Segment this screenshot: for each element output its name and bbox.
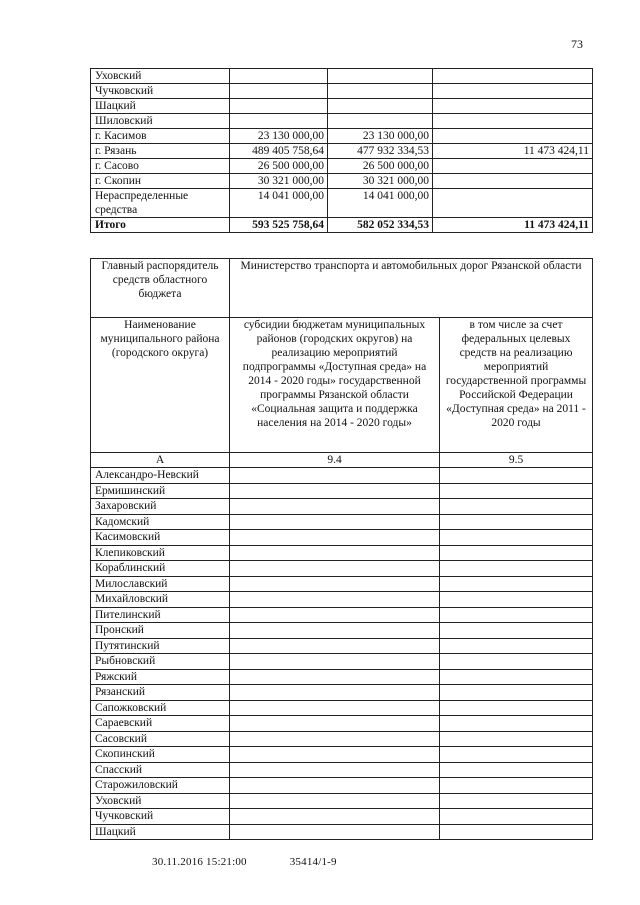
empty-cell (440, 592, 593, 608)
district-name: Старожиловский (91, 778, 230, 794)
header-row-distributor (91, 259, 593, 318)
district-name: Милославский (91, 576, 230, 592)
district-name: Александро-Невский (91, 468, 230, 484)
table-row (91, 69, 593, 84)
amount-cell (433, 174, 593, 189)
empty-cell (230, 468, 440, 484)
empty-cell (440, 747, 593, 763)
amount-cell (230, 114, 328, 129)
empty-cell (440, 623, 593, 639)
amount-cell (328, 114, 433, 129)
amount-cell: 14 041 000,00 (230, 189, 328, 218)
amount-cell: 489 405 758,64 (230, 144, 328, 159)
empty-cell (230, 499, 440, 515)
amount-cell: 593 525 758,64 (230, 218, 328, 233)
amount-cell (433, 84, 593, 99)
table-row (91, 483, 593, 499)
district-name: Кораблинский (91, 561, 230, 577)
district-name: Пронский (91, 623, 230, 639)
empty-cell (440, 793, 593, 809)
district-name: Итого (91, 218, 230, 233)
district-name: Скопинский (91, 747, 230, 763)
table-row (91, 623, 593, 639)
amount-cell: 30 321 000,00 (328, 174, 433, 189)
table-row (91, 716, 593, 732)
empty-cell (440, 576, 593, 592)
district-name: Спасский (91, 762, 230, 778)
empty-cell (230, 669, 440, 685)
footer-doc-id: 35414/1-9 (289, 856, 337, 868)
district-name: Чучковский (91, 84, 230, 99)
empty-cell (440, 499, 593, 515)
index-9-5: 9.5 (440, 453, 593, 468)
empty-cell (230, 530, 440, 546)
empty-cell (230, 700, 440, 716)
empty-cell (440, 607, 593, 623)
amount-cell: 477 932 334,53 (328, 144, 433, 159)
district-name: Рыбновский (91, 654, 230, 670)
empty-cell (230, 483, 440, 499)
district-name: Касимовский (91, 530, 230, 546)
empty-cell (440, 545, 593, 561)
district-name: г. Сасово (91, 159, 230, 174)
table-row (91, 654, 593, 670)
empty-cell (230, 592, 440, 608)
table-row (91, 607, 593, 623)
table-row (91, 561, 593, 577)
empty-cell (230, 561, 440, 577)
table-row (91, 747, 593, 763)
table-row (91, 174, 593, 189)
amount-cell (433, 114, 593, 129)
amount-cell: 14 041 000,00 (328, 189, 433, 218)
district-name: Клепиковский (91, 545, 230, 561)
district-name: Сараевский (91, 716, 230, 732)
empty-cell (230, 623, 440, 639)
table-row (91, 638, 593, 654)
amount-cell (230, 84, 328, 99)
table-row (91, 669, 593, 685)
empty-cell (230, 545, 440, 561)
index-row (91, 453, 593, 468)
table-row (91, 576, 593, 592)
empty-cell (230, 638, 440, 654)
empty-cell (440, 514, 593, 530)
district-name: Чучковский (91, 809, 230, 825)
empty-cell (440, 685, 593, 701)
district-name: Уховский (91, 69, 230, 84)
district-name: г. Скопин (91, 174, 230, 189)
empty-cell (440, 716, 593, 732)
amount-cell: 30 321 000,00 (230, 174, 328, 189)
district-name: Шацкий (91, 824, 230, 840)
table-row (91, 84, 593, 99)
amount-cell (230, 99, 328, 114)
empty-cell (230, 685, 440, 701)
district-name: Ермишинский (91, 483, 230, 499)
empty-cell (440, 561, 593, 577)
empty-cell (440, 700, 593, 716)
empty-cell (230, 762, 440, 778)
district-name: Нераспределенные средства (91, 189, 230, 218)
table-row (91, 114, 593, 129)
district-name: Путятинский (91, 638, 230, 654)
table-row (91, 189, 593, 218)
table-row (91, 144, 593, 159)
amount-cell (230, 69, 328, 84)
table-row (91, 514, 593, 530)
empty-cell (230, 731, 440, 747)
empty-cell (230, 716, 440, 732)
empty-cell (440, 824, 593, 840)
amount-cell (433, 69, 593, 84)
amount-cell (433, 99, 593, 114)
empty-cell (440, 530, 593, 546)
district-name: Шиловский (91, 114, 230, 129)
amount-cell: 26 500 000,00 (328, 159, 433, 174)
head-value: Министерство транспорта и автомобильных дорог Рязанской области (230, 259, 593, 318)
district-name: Пителинский (91, 607, 230, 623)
table-row (91, 793, 593, 809)
col-subsidy-header: субсидии бюджетам муниципальных районов (городских округов) на реализацию мероприятий подпрограммы «Доступная среда» на 2014 - 2020 годы» государственной программы Рязанской области «Социальная защита и поддержка населения на 2014 - 2020 годы» (230, 318, 440, 453)
footer-timestamp: 30.11.2016 15:21:00 (152, 856, 247, 868)
col-federal-header: в том числе за счет федеральных целевых средств на реализацию мероприятий государственной программы Российской Федерации «Доступная среда» на 2011 - 2020 годы (440, 318, 593, 453)
district-name: г. Рязань (91, 144, 230, 159)
amount-cell: 26 500 000,00 (230, 159, 328, 174)
head-label: Главный распорядитель средств областного бюджета (91, 259, 230, 318)
amount-cell: 23 130 000,00 (328, 129, 433, 144)
empty-cell (440, 809, 593, 825)
table-row (91, 530, 593, 546)
table-row (91, 685, 593, 701)
table-row (91, 592, 593, 608)
amount-cell (328, 99, 433, 114)
index-9-4: 9.4 (230, 453, 440, 468)
district-name: Сапожковский (91, 700, 230, 716)
col-name-header: Наименование муниципального района (городского округа) (91, 318, 230, 453)
table-row (91, 99, 593, 114)
footer (152, 856, 337, 868)
district-name: Кадомский (91, 514, 230, 530)
empty-cell (440, 654, 593, 670)
amount-cell (433, 189, 593, 218)
empty-cell (230, 778, 440, 794)
budget-summary-table (90, 68, 593, 233)
empty-cell (230, 576, 440, 592)
empty-cell (440, 731, 593, 747)
district-name: Рязанский (91, 685, 230, 701)
table-row (91, 778, 593, 794)
empty-cell (230, 824, 440, 840)
amount-cell (328, 84, 433, 99)
amount-cell: 11 473 424,11 (433, 144, 593, 159)
table-row (91, 824, 593, 840)
district-name: Ряжский (91, 669, 230, 685)
empty-cell (230, 747, 440, 763)
empty-cell (230, 514, 440, 530)
amount-cell: 11 473 424,11 (433, 218, 593, 233)
district-name: Захаровский (91, 499, 230, 515)
empty-cell (440, 669, 593, 685)
table-row (91, 809, 593, 825)
table-row (91, 468, 593, 484)
empty-cell (440, 762, 593, 778)
total-row (91, 218, 593, 233)
header-row-columns (91, 318, 593, 453)
amount-cell (433, 129, 593, 144)
empty-cell (440, 778, 593, 794)
empty-cell (230, 809, 440, 825)
district-name: Шацкий (91, 99, 230, 114)
index-a: А (91, 453, 230, 468)
amount-cell (433, 159, 593, 174)
table-row (91, 129, 593, 144)
district-name: г. Касимов (91, 129, 230, 144)
district-name: Уховский (91, 793, 230, 809)
empty-cell (440, 483, 593, 499)
district-name: Сасовский (91, 731, 230, 747)
amount-cell: 23 130 000,00 (230, 129, 328, 144)
empty-cell (440, 638, 593, 654)
empty-cell (230, 607, 440, 623)
table-row (91, 700, 593, 716)
empty-cell (230, 793, 440, 809)
empty-cell (440, 468, 593, 484)
table-row (91, 159, 593, 174)
transport-subsidy-table (90, 258, 593, 840)
table-row (91, 499, 593, 515)
table-row (91, 762, 593, 778)
amount-cell (328, 69, 433, 84)
empty-cell (230, 654, 440, 670)
table-row (91, 545, 593, 561)
table-row (91, 731, 593, 747)
district-name: Михайловский (91, 592, 230, 608)
page-number: 73 (571, 37, 583, 51)
amount-cell: 582 052 334,53 (328, 218, 433, 233)
